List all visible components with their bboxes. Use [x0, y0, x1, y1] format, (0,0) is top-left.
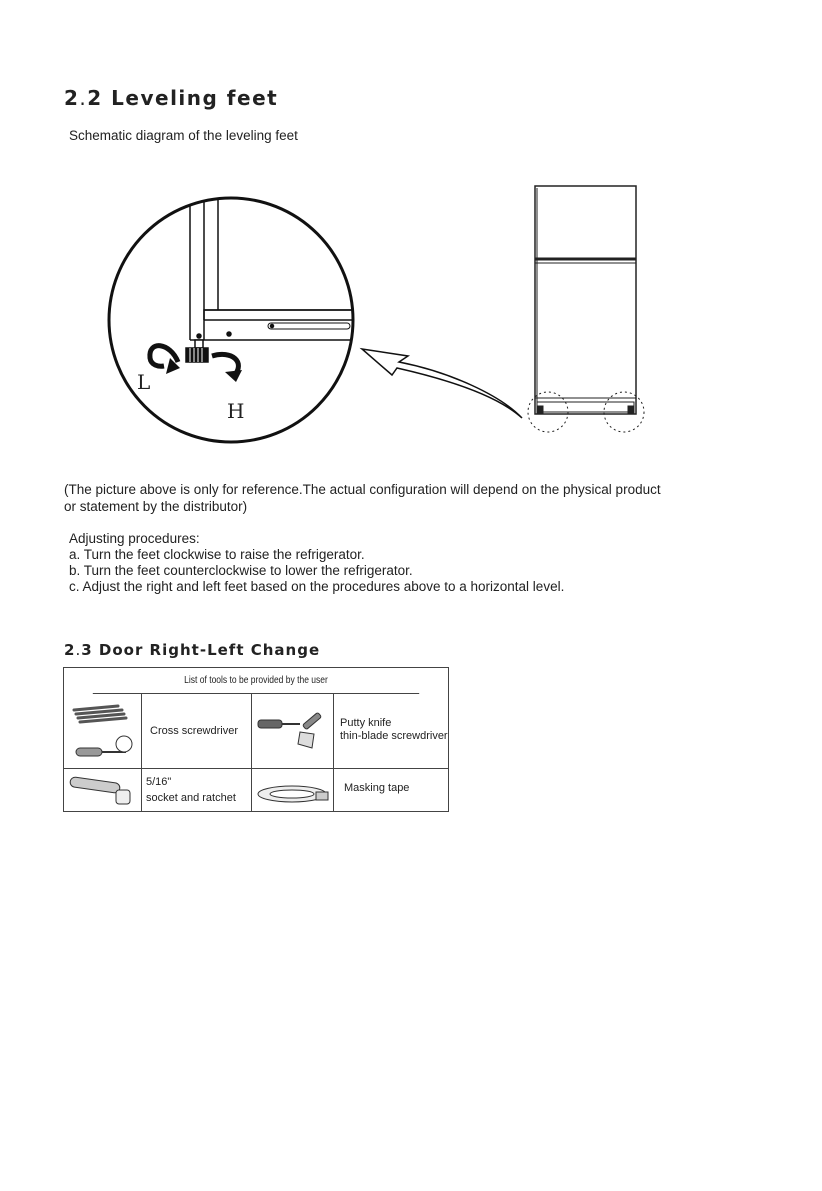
tool-socket-size: 5/16" — [146, 776, 172, 788]
diagram-subtitle: Schematic diagram of the leveling feet — [69, 128, 298, 143]
step-b: b. Turn the feet counterclockwise to lower the refrigerator. — [69, 563, 413, 578]
section-number: 2 — [64, 86, 80, 110]
tools-table — [63, 667, 449, 812]
step-a: a. Turn the feet clockwise to raise the refrigerator. — [69, 547, 365, 562]
leveling-feet-diagram — [0, 170, 822, 470]
socket-ratchet-icon — [68, 774, 138, 808]
label-low: L — [137, 370, 151, 394]
procedures-heading: Adjusting procedures: — [69, 531, 200, 546]
tool-cross-screwdriver: Cross screwdriver — [150, 725, 239, 737]
pointer-arrow — [362, 349, 522, 418]
tool-thin-blade-screwdriver: thin-blade screwdriver — [340, 730, 448, 742]
tools-table-header: List of tools to be provided by the user — [93, 668, 419, 694]
section-dot: . — [75, 641, 82, 659]
section-dot: . — [79, 86, 88, 110]
section-2-2-heading — [64, 86, 278, 110]
section-title: 3 Door Right-Left Change — [81, 641, 321, 659]
section-title: 2 Leveling feet — [87, 86, 279, 110]
putty-knife-icon — [256, 712, 330, 752]
hex-key-set-icon — [68, 698, 138, 764]
step-c: c. Adjust the right and left feet based on the procedures above to a horizontal level. — [69, 579, 565, 594]
masking-tape-icon — [256, 782, 330, 806]
label-high: H — [227, 399, 245, 423]
refrigerator-outline — [528, 186, 644, 432]
tool-masking-tape: Masking tape — [344, 782, 410, 794]
tool-socket-ratchet: socket and ratchet — [146, 792, 236, 804]
reference-note-line2: or statement by the distributor) — [64, 499, 248, 514]
section-2-3-heading — [64, 641, 320, 659]
tool-putty-knife: Putty knife — [340, 717, 392, 729]
section-number: 2 — [64, 641, 76, 659]
reference-note-line1: (The picture above is only for reference.The actual configuration will depend on the physical product — [64, 482, 661, 497]
